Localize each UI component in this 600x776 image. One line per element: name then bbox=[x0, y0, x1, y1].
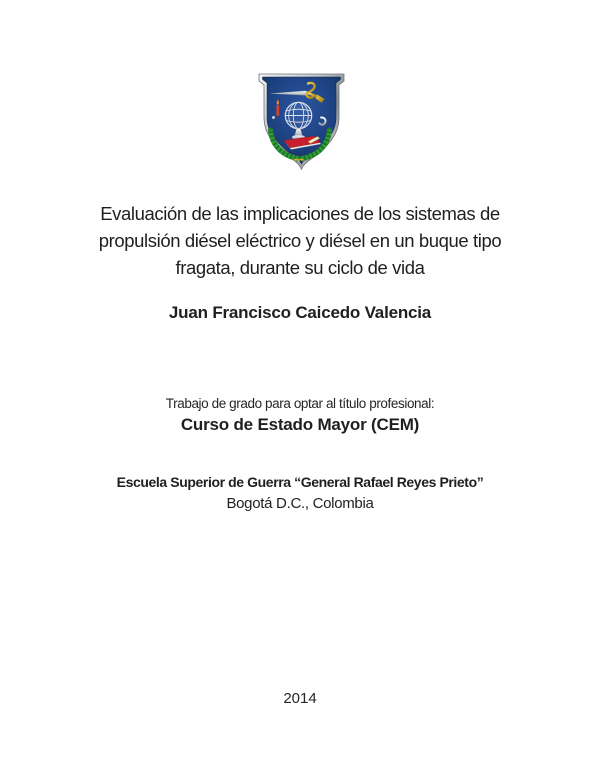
shield-icon bbox=[251, 66, 351, 178]
candle-icon bbox=[276, 100, 279, 117]
title-line-1: Evaluación de las implicaciones de los sistemas de bbox=[100, 203, 500, 224]
institution-name: Escuela Superior de Guerra “General Rafael Reyes Prieto” bbox=[116, 474, 484, 490]
title-line-2: propulsión diésel eléctrico y diésel en un buque tipo bbox=[98, 230, 502, 251]
publication-year: 2014 bbox=[283, 690, 317, 707]
title-line-3: fragata, durante su ciclo de vida bbox=[175, 257, 425, 278]
esdegue-crest-icon bbox=[251, 66, 351, 178]
thesis-title bbox=[0, 200, 600, 281]
author-name: Juan Francisco Caicedo Valencia bbox=[168, 303, 432, 322]
institution-location: Bogotá D.C., Colombia bbox=[226, 495, 374, 512]
degree-intro: Trabajo de grado para optar al título profesional: bbox=[165, 396, 435, 411]
globe-icon bbox=[285, 102, 311, 128]
degree-program: Curso de Estado Mayor (CEM) bbox=[180, 415, 420, 434]
